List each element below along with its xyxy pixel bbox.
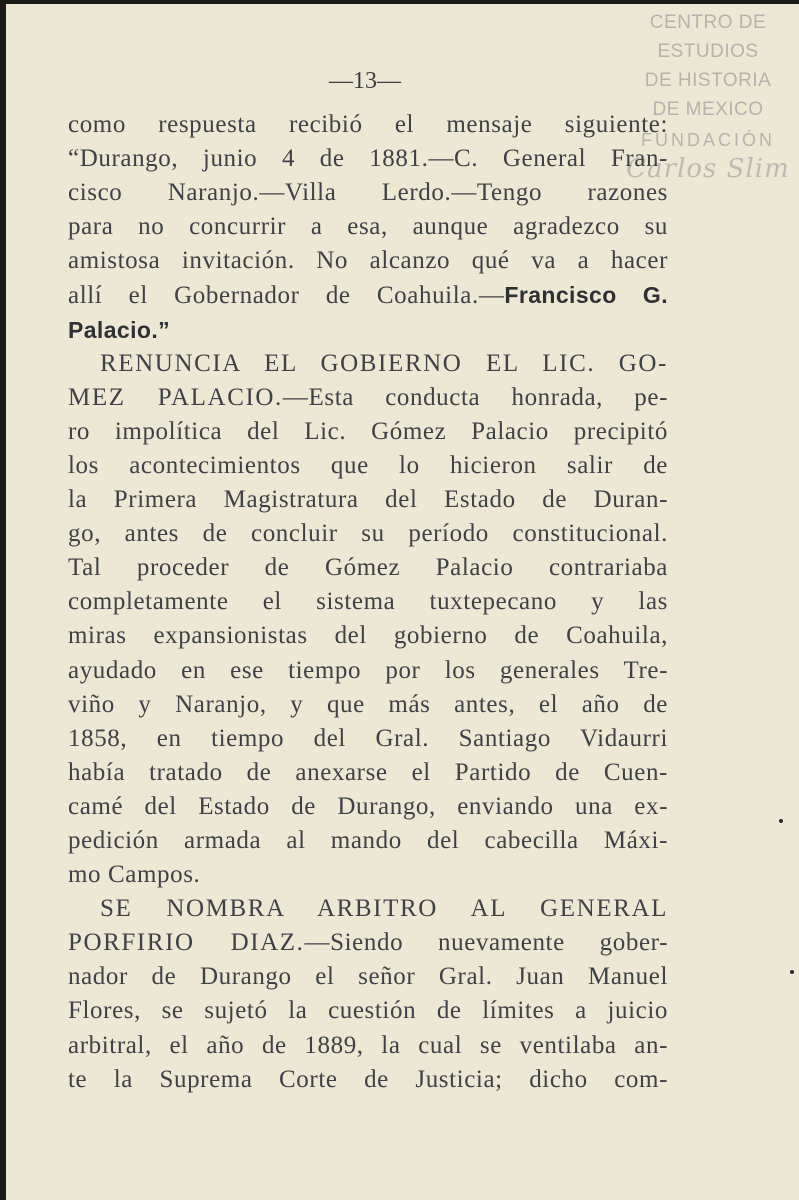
text-run: “Durango, junio 4 de 1881.—C. General Fran- — [68, 145, 668, 173]
page-number: —13— — [329, 68, 401, 94]
text-run: completamente el sistema tuxtepecano y las — [68, 588, 668, 616]
text-line — [68, 551, 668, 585]
text-run: mo Campos. — [68, 861, 201, 889]
text-line — [68, 176, 668, 210]
ink-speck — [790, 970, 794, 974]
watermark-line: DE MEXICO — [652, 99, 764, 120]
text-run: nador de Durango el señor Gral. Juan Manuel — [68, 963, 668, 991]
text-run: cisco Naranjo.—Villa Lerdo.—Tengo razones — [68, 179, 668, 207]
text-run: —Esta conducta honrada, pe- — [282, 383, 668, 411]
text-run: ayudado en ese tiempo por los generales Tre- — [68, 656, 668, 684]
section-heading-line — [68, 926, 668, 960]
text-run: —Siendo nuevamente gober- — [304, 929, 668, 957]
text-line — [68, 585, 668, 619]
text-run: arbitral, el año de 1889, la cual se ventilaba an- — [68, 1031, 668, 1059]
document-page — [6, 4, 799, 1200]
section-heading: RENUNCIA EL GOBIERNO EL LIC. GO- — [100, 349, 668, 377]
section-heading-line — [68, 347, 668, 381]
text-line — [68, 994, 668, 1028]
signatory-name: Palacio.” — [68, 316, 171, 343]
section-heading: SE NOMBRA ARBITRO AL GENERAL — [100, 895, 668, 923]
text-run: la Primera Magistratura del Estado de Duran- — [68, 486, 668, 514]
text-run: allí el Gobernador de Coahuila.— — [68, 282, 505, 310]
watermark-foundation: FUNDACIÓN — [641, 130, 775, 150]
body-text — [68, 108, 668, 1097]
text-run: para no concurrir a esa, aunque agradezco su — [68, 213, 668, 241]
text-run: miras expansionistas del gobierno de Coahuila, — [68, 622, 668, 650]
text-run: go, antes de concluir su período constitucional. — [68, 520, 668, 548]
text-line — [68, 756, 668, 790]
signatory-name: Francisco G. — [504, 282, 668, 309]
text-line — [68, 619, 668, 653]
text-line — [68, 654, 668, 688]
text-run: como respuesta recibió el mensaje siguiente: — [68, 111, 668, 138]
text-line — [68, 415, 668, 449]
text-line — [68, 1029, 668, 1063]
text-line — [68, 483, 668, 517]
text-line — [68, 858, 668, 892]
text-line — [68, 1063, 668, 1097]
text-line — [68, 210, 668, 244]
text-run: los acontecimientos que lo hicieron salir de — [68, 451, 668, 479]
section-heading: MEZ PALACIO. — [68, 383, 283, 411]
text-run: Flores, se sujetó la cuestión de límites a juicio — [68, 997, 668, 1025]
text-run: Tal proceder de Gómez Palacio contrariaba — [68, 554, 668, 582]
text-run: 1858, en tiempo del Gral. Santiago Vidaurri — [68, 724, 668, 752]
watermark-line: DE HISTORIA — [644, 70, 772, 91]
text-run: camé del Estado de Durango, enviando una ex- — [68, 792, 668, 820]
text-run: ro impolítica del Lic. Gómez Palacio precipitó — [68, 417, 668, 445]
text-line — [68, 722, 668, 756]
watermark-line: ESTUDIOS — [657, 41, 759, 62]
text-line — [68, 449, 668, 483]
ink-speck — [779, 819, 783, 823]
text-line — [68, 790, 668, 824]
text-line — [68, 278, 668, 312]
text-line — [68, 313, 668, 347]
text-run: viño y Naranjo, y que más antes, el año de — [68, 690, 668, 718]
section-heading: PORFIRIO DIAZ. — [68, 929, 305, 957]
text-run: pedición armada al mando del cabecilla Máxi- — [68, 826, 668, 854]
text-run: había tratado de anexarse el Partido de Cuen- — [68, 758, 668, 786]
text-line — [68, 142, 668, 176]
section-heading-line — [68, 381, 668, 415]
text-run: te la Suprema Corte de Justicia; dicho com- — [68, 1065, 668, 1093]
watermark-signature: Carlos Slim — [626, 154, 790, 184]
text-line — [68, 244, 668, 278]
section-heading-line — [68, 892, 668, 926]
text-line — [68, 824, 668, 858]
watermark-line: CENTRO DE — [649, 12, 767, 33]
text-run: amistosa invitación. No alcanzo qué va a hacer — [68, 247, 668, 275]
text-line — [68, 108, 668, 142]
text-line — [68, 960, 668, 994]
text-line — [68, 688, 668, 722]
text-line — [68, 517, 668, 551]
